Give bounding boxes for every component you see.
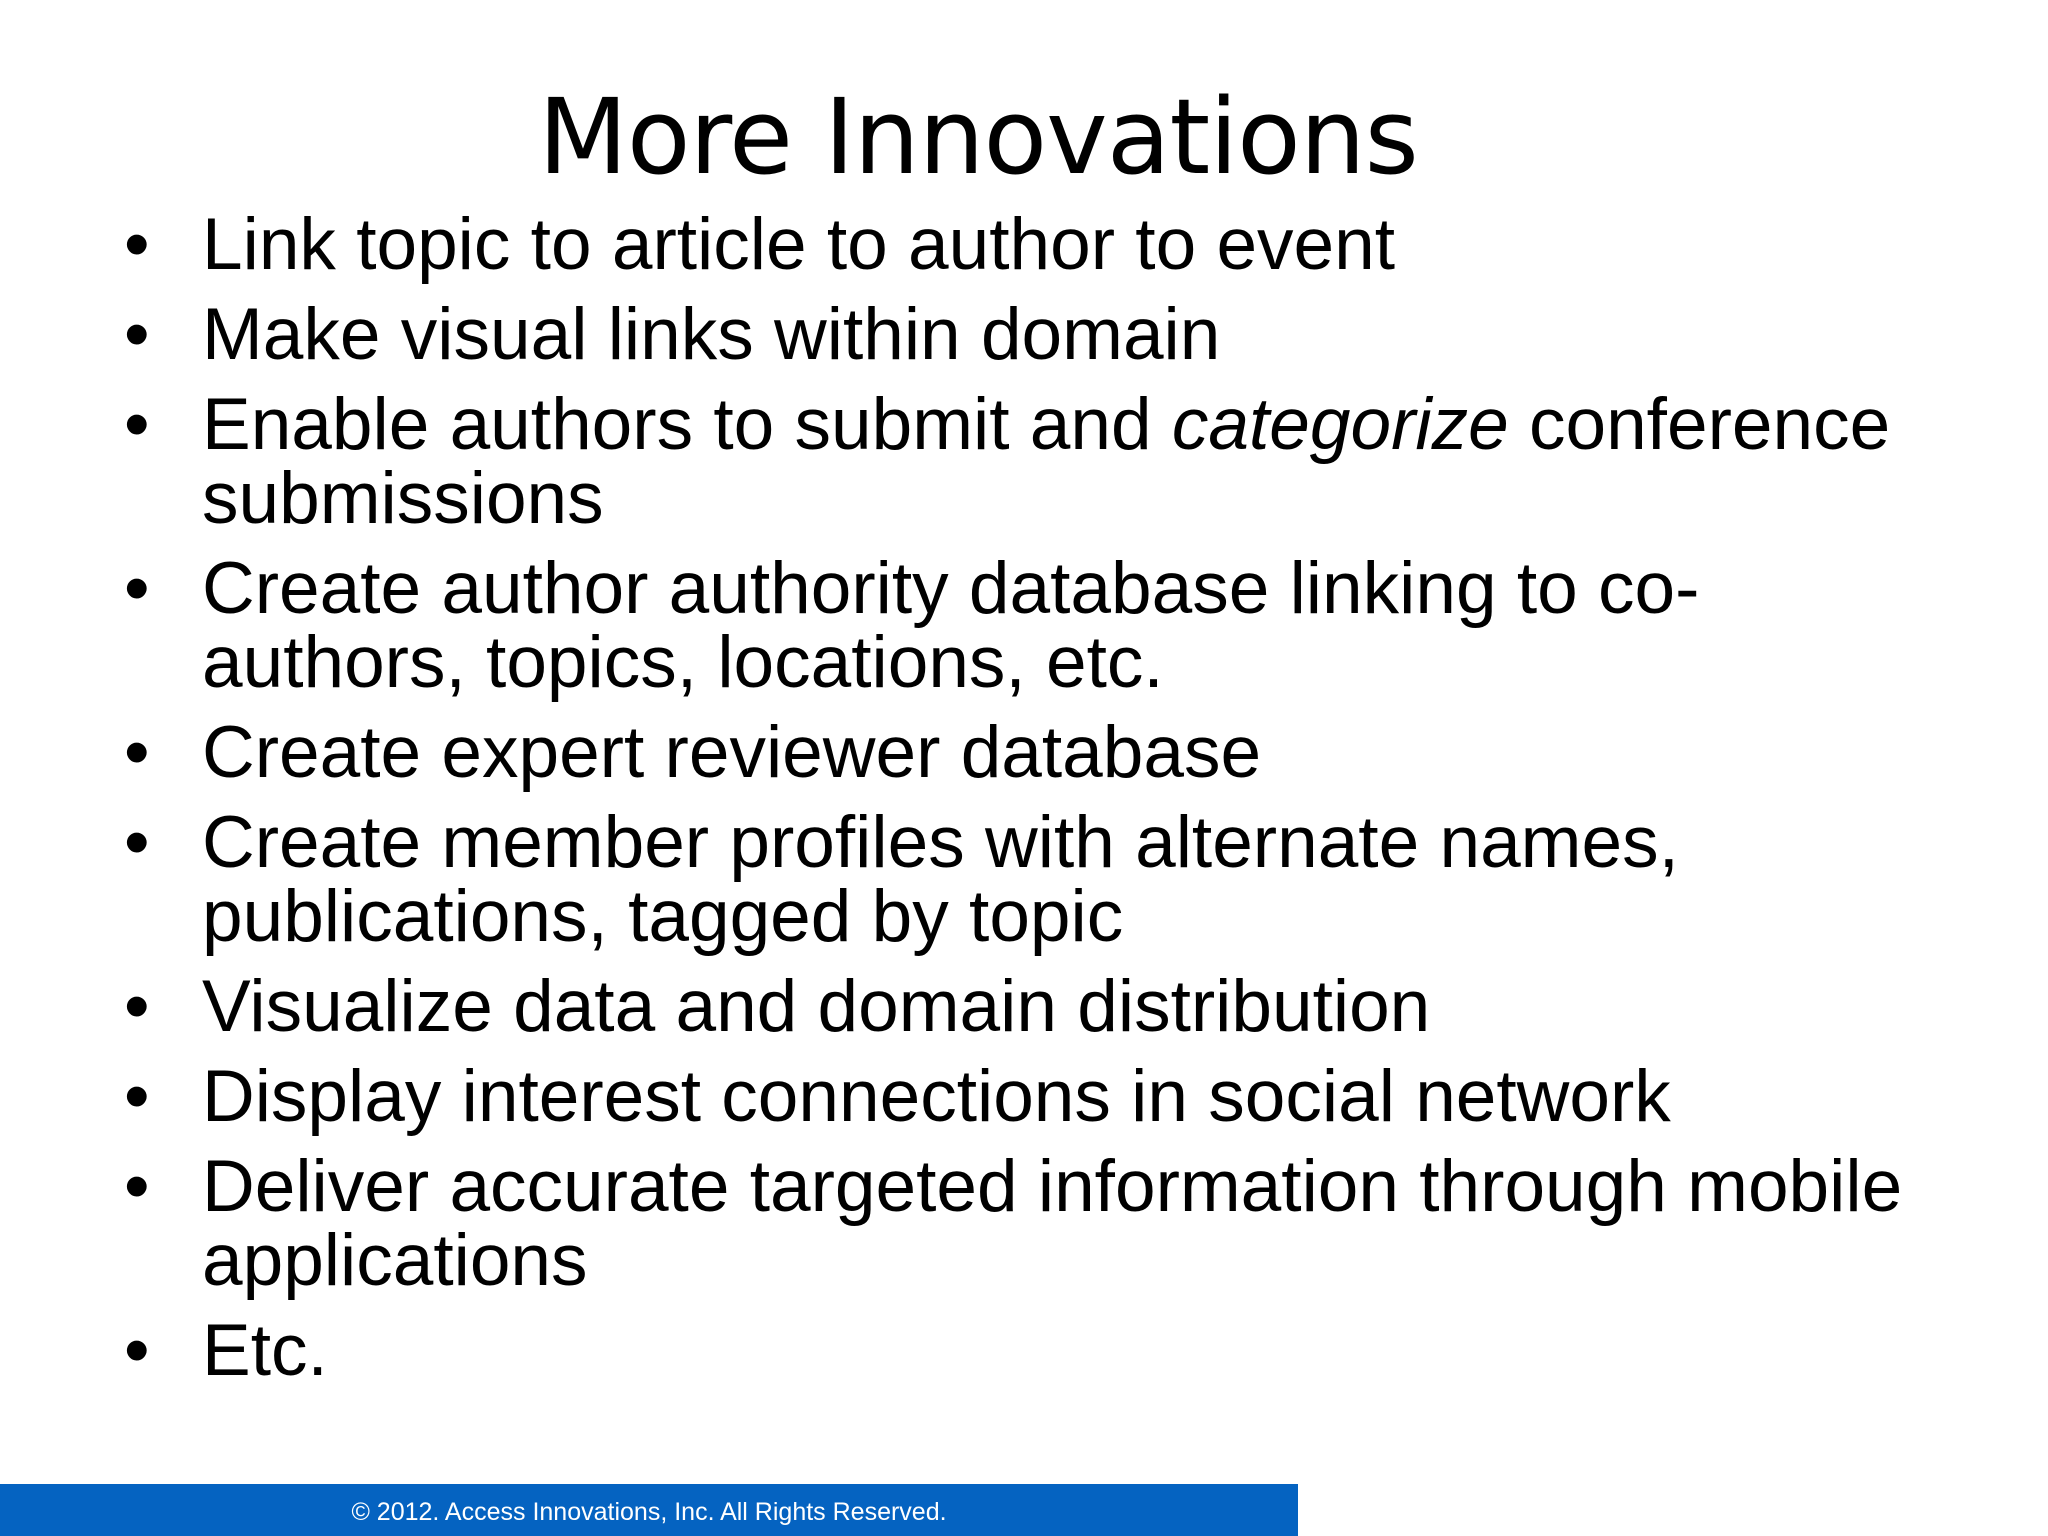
bullet-item	[124, 966, 1904, 1047]
bullet-item	[124, 1310, 1904, 1391]
bullet-text: Etc.	[202, 1310, 328, 1391]
bullet-item	[124, 548, 1904, 703]
footer-bar	[0, 1484, 1298, 1536]
bullet-marker: •	[124, 712, 150, 793]
bullet-marker: •	[124, 384, 150, 465]
bullet-marker: •	[124, 548, 150, 629]
bullet-item	[124, 1056, 1904, 1137]
bullet-item	[124, 1146, 1904, 1301]
bullet-list	[124, 204, 1904, 1404]
bullet-item	[124, 204, 1904, 285]
bullet-text: Create author authority database linking to co-authors, topics, locations, etc.	[202, 548, 1700, 703]
copyright-text: © 2012. Access Innovations, Inc. All Rights Reserved.	[351, 1498, 947, 1526]
bullet-text: Visualize data and domain distribution	[202, 966, 1431, 1047]
bullet-marker: •	[124, 802, 150, 883]
bullet-item	[124, 802, 1904, 957]
bullet-text: Display interest connections in social network	[202, 1056, 1671, 1137]
bullet-item	[124, 712, 1904, 793]
bullet-text-emphasis: categorize	[1171, 384, 1509, 465]
bullet-text: Create expert reviewer database	[202, 712, 1262, 793]
bullet-text: Create member profiles with alternate names, publications, tagged by topic	[202, 802, 1679, 957]
bullet-text: Deliver accurate targeted information through mobile applications	[202, 1146, 1903, 1301]
bullet-text: conference submissions	[202, 384, 1891, 539]
bullet-item	[124, 294, 1904, 375]
bullet-marker: •	[124, 294, 150, 375]
bullet-marker: •	[124, 1056, 150, 1137]
bullet-item	[124, 384, 1904, 539]
bullet-text: Enable authors to submit and	[202, 384, 1172, 465]
bullet-marker: •	[124, 966, 150, 1047]
bullet-marker: •	[124, 1146, 150, 1227]
bullet-text: Make visual links within domain	[202, 294, 1221, 375]
bullet-marker: •	[124, 204, 150, 285]
bullet-marker: •	[124, 1310, 150, 1391]
bullet-text: Link topic to article to author to event	[202, 204, 1396, 285]
slide-title: More Innovations	[538, 76, 1418, 198]
